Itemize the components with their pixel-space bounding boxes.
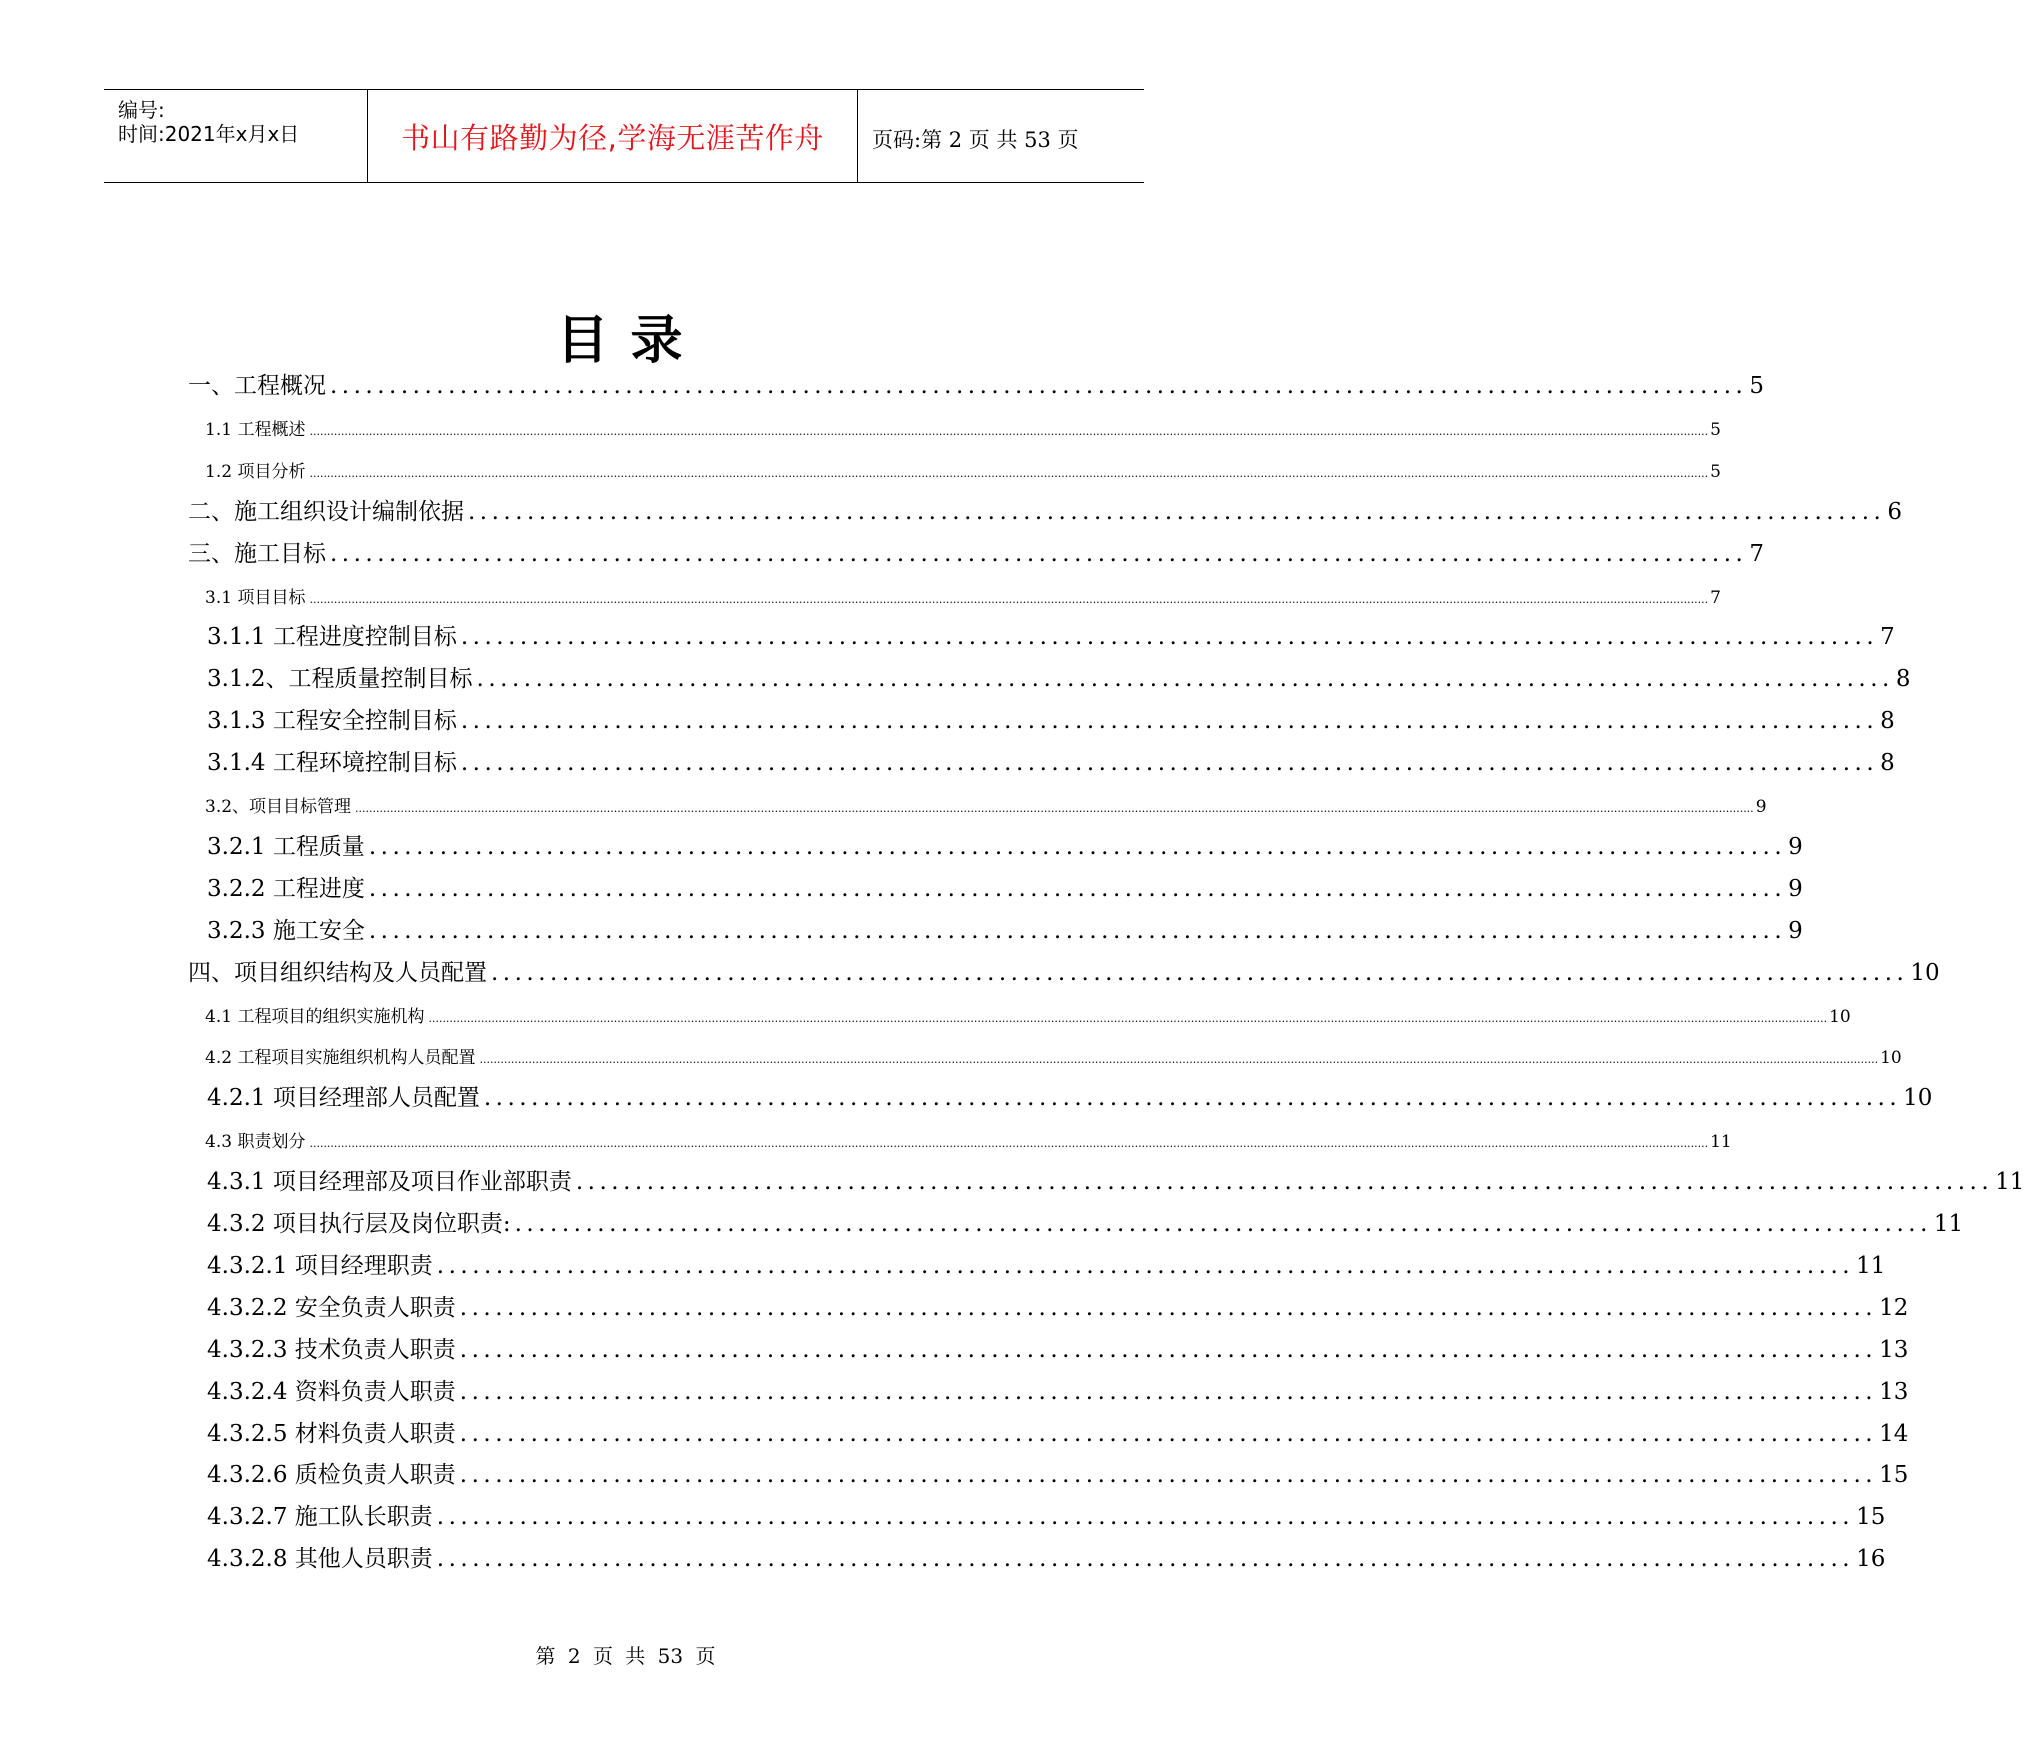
toc-entry[interactable]: [207, 828, 1803, 861]
toc-entry[interactable]: [205, 583, 1721, 608]
toc-entry[interactable]: [207, 1247, 1886, 1280]
toc-entry-page: 10: [1903, 1085, 1933, 1112]
toc-entry[interactable]: [207, 1415, 1909, 1448]
toc-entry-page: 5: [1710, 461, 1721, 482]
page-code: 页码:第 2 页 共 53 页: [872, 128, 1079, 152]
toc-leader-dots: ........................................................................................................................: [491, 959, 1909, 986]
page-header: [104, 89, 1144, 183]
toc-entry[interactable]: [207, 912, 1803, 945]
toc-entry[interactable]: [207, 1331, 1909, 1364]
toc-entry-label: 3.2.3 施工安全: [207, 917, 365, 944]
toc-entry[interactable]: [188, 367, 1764, 400]
toc-entry[interactable]: [188, 535, 1764, 568]
toc-entry-page: 15: [1879, 1462, 1909, 1489]
document-title: 目 录: [556, 311, 685, 371]
header-page-cell: [858, 90, 1144, 182]
toc-entry[interactable]: [205, 415, 1721, 440]
toc-entry-label: 二、施工组织设计编制依据: [188, 498, 464, 525]
toc-entry[interactable]: [205, 457, 1721, 482]
toc-entry[interactable]: [207, 618, 1895, 651]
header-motto-cell: [368, 90, 858, 182]
toc-entry-label: 4.3.1 项目经理部及项目作业部职责: [207, 1169, 572, 1196]
toc-leader-dots: ........................................................................................................................: [460, 708, 1879, 735]
toc-entry-page: 9: [1755, 797, 1767, 817]
toc-leader-dots: ........................................................................................................................: [436, 1252, 1855, 1279]
toc-entry[interactable]: [207, 1373, 1909, 1406]
toc-entry-label: 4.2.1 项目经理部人员配置: [207, 1085, 480, 1112]
toc-entry-page: 12: [1879, 1294, 1909, 1321]
toc-entry-label: 3.1 项目目标: [205, 587, 306, 608]
toc-entry-page: 8: [1880, 708, 1895, 735]
toc-entry-page: 15: [1856, 1504, 1886, 1531]
toc-entry-page: 8: [1880, 750, 1895, 777]
header-meta-cell: [104, 90, 368, 182]
toc-entry-page: 9: [1788, 875, 1803, 902]
toc-entry[interactable]: [207, 744, 1895, 777]
toc-leader-dots: ........................................................................................................................: [459, 1420, 1878, 1447]
toc-entry-label: 4.3 职责划分: [205, 1132, 306, 1153]
toc-entry-label: 4.2 工程项目实施组织机构人员配置: [205, 1048, 476, 1069]
toc-entry-label: 3.2.2 工程进度: [207, 875, 365, 902]
toc-leader-dots: ................................................................................................................................................................................................................................................................................................................................................................................................................: [309, 592, 1709, 606]
toc-leader-dots: ........................................................................................................................: [575, 1169, 1994, 1196]
serial-label: 编号:: [118, 98, 165, 122]
toc-entry-label: 4.1 工程项目的组织实施机构: [205, 1006, 425, 1027]
toc-entry[interactable]: [188, 493, 1902, 526]
toc-entry-page: 14: [1879, 1420, 1909, 1447]
toc-entry-page: 16: [1856, 1546, 1886, 1573]
toc-leader-dots: ........................................................................................................................: [514, 1211, 1932, 1237]
toc-entry-page: 11: [1856, 1252, 1886, 1279]
toc-entry-label: 1.2 项目分析: [205, 461, 306, 482]
toc-entry-page: 10: [1880, 1048, 1902, 1069]
toc-entry-label: 4.3.2.5 材料负责人职责: [207, 1420, 456, 1447]
toc-entry-page: 5: [1749, 373, 1764, 399]
toc-entry-page: 7: [1749, 540, 1764, 567]
toc-entry-label: 1.1 工程概述: [205, 419, 306, 440]
toc-entry[interactable]: [207, 702, 1895, 735]
toc-entry[interactable]: [207, 870, 1803, 903]
toc-entry-page: 7: [1880, 624, 1895, 651]
toc-entry-page: 11: [1933, 1211, 1964, 1237]
toc-entry-label: 4.3.2.6 质检负责人职责: [207, 1462, 456, 1489]
toc-leader-dots: ........................................................................................................................: [459, 1294, 1878, 1321]
toc-entry[interactable]: [207, 1205, 1964, 1238]
toc-leader-dots: ........................................................................................................................: [330, 373, 1748, 399]
toc-entry[interactable]: [207, 1498, 1886, 1531]
toc-leader-dots: ........................................................................................................................: [459, 1336, 1878, 1363]
toc-entry-page: 6: [1887, 498, 1902, 525]
toc-entry-label: 3.1.1 工程进度控制目标: [207, 624, 457, 651]
toc-entry-label: 3.1.4 工程环境控制目标: [207, 750, 457, 777]
toc-entry[interactable]: [207, 1540, 1886, 1573]
toc-leader-dots: ................................................................................................................................................................................................................................................................................................................................................................................................................: [309, 424, 1709, 438]
toc-entry[interactable]: [207, 1456, 1909, 1489]
toc-entry-page: 13: [1879, 1336, 1909, 1363]
toc-entry-page: 10: [1829, 1006, 1851, 1027]
toc-entry-label: 四、项目组织结构及人员配置: [188, 959, 487, 986]
toc-entry-page: 11: [1995, 1169, 2024, 1196]
toc-entry[interactable]: [207, 1289, 1909, 1322]
toc-entry-label: 4.3.2.3 技术负责人职责: [207, 1336, 456, 1363]
toc-leader-dots: ........................................................................................................................: [368, 917, 1787, 944]
toc-leader-dots: ........................................................................................................................: [483, 1085, 1902, 1112]
toc-entry-label: 4.3.2.8 其他人员职责: [207, 1546, 433, 1573]
toc-entry-page: 9: [1788, 833, 1803, 860]
toc-entry-page: 7: [1710, 587, 1721, 608]
page-footer: [0, 1640, 1246, 1669]
toc-entry[interactable]: [188, 954, 1940, 987]
toc-entry-label: 4.3.2.4 资料负责人职责: [207, 1378, 456, 1405]
toc-leader-dots: ........................................................................................................................: [468, 498, 1886, 525]
toc-leader-dots: ................................................................................................................................................................................................................................................................................................................................................................................................................: [309, 1137, 1709, 1151]
toc-leader-dots: ........................................................................................................................: [368, 875, 1787, 902]
toc-entry[interactable]: [205, 792, 1767, 817]
toc-entry-label: 一、工程概况: [188, 373, 326, 399]
toc-leader-dots: ........................................................................................................................: [436, 1546, 1855, 1573]
toc-leader-dots: ................................................................................................................................................................................................................................................................................................................................................................................................................: [355, 802, 1754, 815]
toc-leader-dots: ................................................................................................................................................................................................................................................................................................................................................................................................................: [479, 1053, 1879, 1067]
toc-leader-dots: ................................................................................................................................................................................................................................................................................................................................................................................................................: [428, 1011, 1828, 1025]
toc-leader-dots: ................................................................................................................................................................................................................................................................................................................................................................................................................: [309, 466, 1709, 480]
toc-leader-dots: ........................................................................................................................: [459, 1378, 1878, 1405]
toc-leader-dots: ........................................................................................................................: [368, 833, 1787, 860]
toc-entry[interactable]: [205, 1002, 1851, 1027]
toc-entry[interactable]: [207, 1163, 2024, 1196]
motto-text: 书山有路勤为径,学海无涯苦作舟: [401, 121, 824, 155]
toc-entry-label: 4.3.2.7 施工队长职责: [207, 1504, 433, 1531]
toc-leader-dots: ........................................................................................................................: [460, 750, 1879, 777]
toc-entry-label: 4.3.2.1 项目经理职责: [207, 1252, 433, 1279]
toc-entry-label: 3.1.2、工程质量控制目标: [207, 666, 473, 693]
toc-entry[interactable]: [207, 1079, 1933, 1112]
toc-entry-label: 3.1.3 工程安全控制目标: [207, 708, 457, 735]
toc-leader-dots: ........................................................................................................................: [460, 624, 1879, 651]
toc-entry[interactable]: [205, 1127, 1732, 1153]
toc-leader-dots: ........................................................................................................................: [330, 540, 1748, 567]
toc-entry-label: 3.2.1 工程质量: [207, 833, 365, 860]
toc-leader-dots: ........................................................................................................................: [476, 666, 1894, 693]
toc-entry-page: 9: [1788, 917, 1803, 944]
toc-entry-label: 3.2、项目目标管理: [205, 797, 352, 817]
toc-entry-label: 4.3.2.2 安全负责人职责: [207, 1294, 456, 1321]
toc-entry-page: 11: [1710, 1132, 1732, 1153]
toc-entry[interactable]: [207, 660, 1911, 693]
footer-page-number: 第 2 页 共 53 页: [535, 1644, 716, 1668]
toc-entry-page: 13: [1879, 1378, 1909, 1405]
toc-leader-dots: ........................................................................................................................: [459, 1462, 1878, 1489]
toc-entry-label: 三、施工目标: [188, 540, 326, 567]
toc-entry[interactable]: [205, 1043, 1902, 1069]
time-label: 时间:2021年x月x日: [118, 122, 300, 146]
toc-leader-dots: ........................................................................................................................: [436, 1504, 1855, 1531]
toc-entry-page: 8: [1895, 666, 1911, 693]
toc-entry-label: 4.3.2 项目执行层及岗位职责:: [207, 1211, 511, 1237]
toc-entry-page: 5: [1710, 419, 1721, 440]
toc-entry-page: 10: [1910, 959, 1940, 986]
